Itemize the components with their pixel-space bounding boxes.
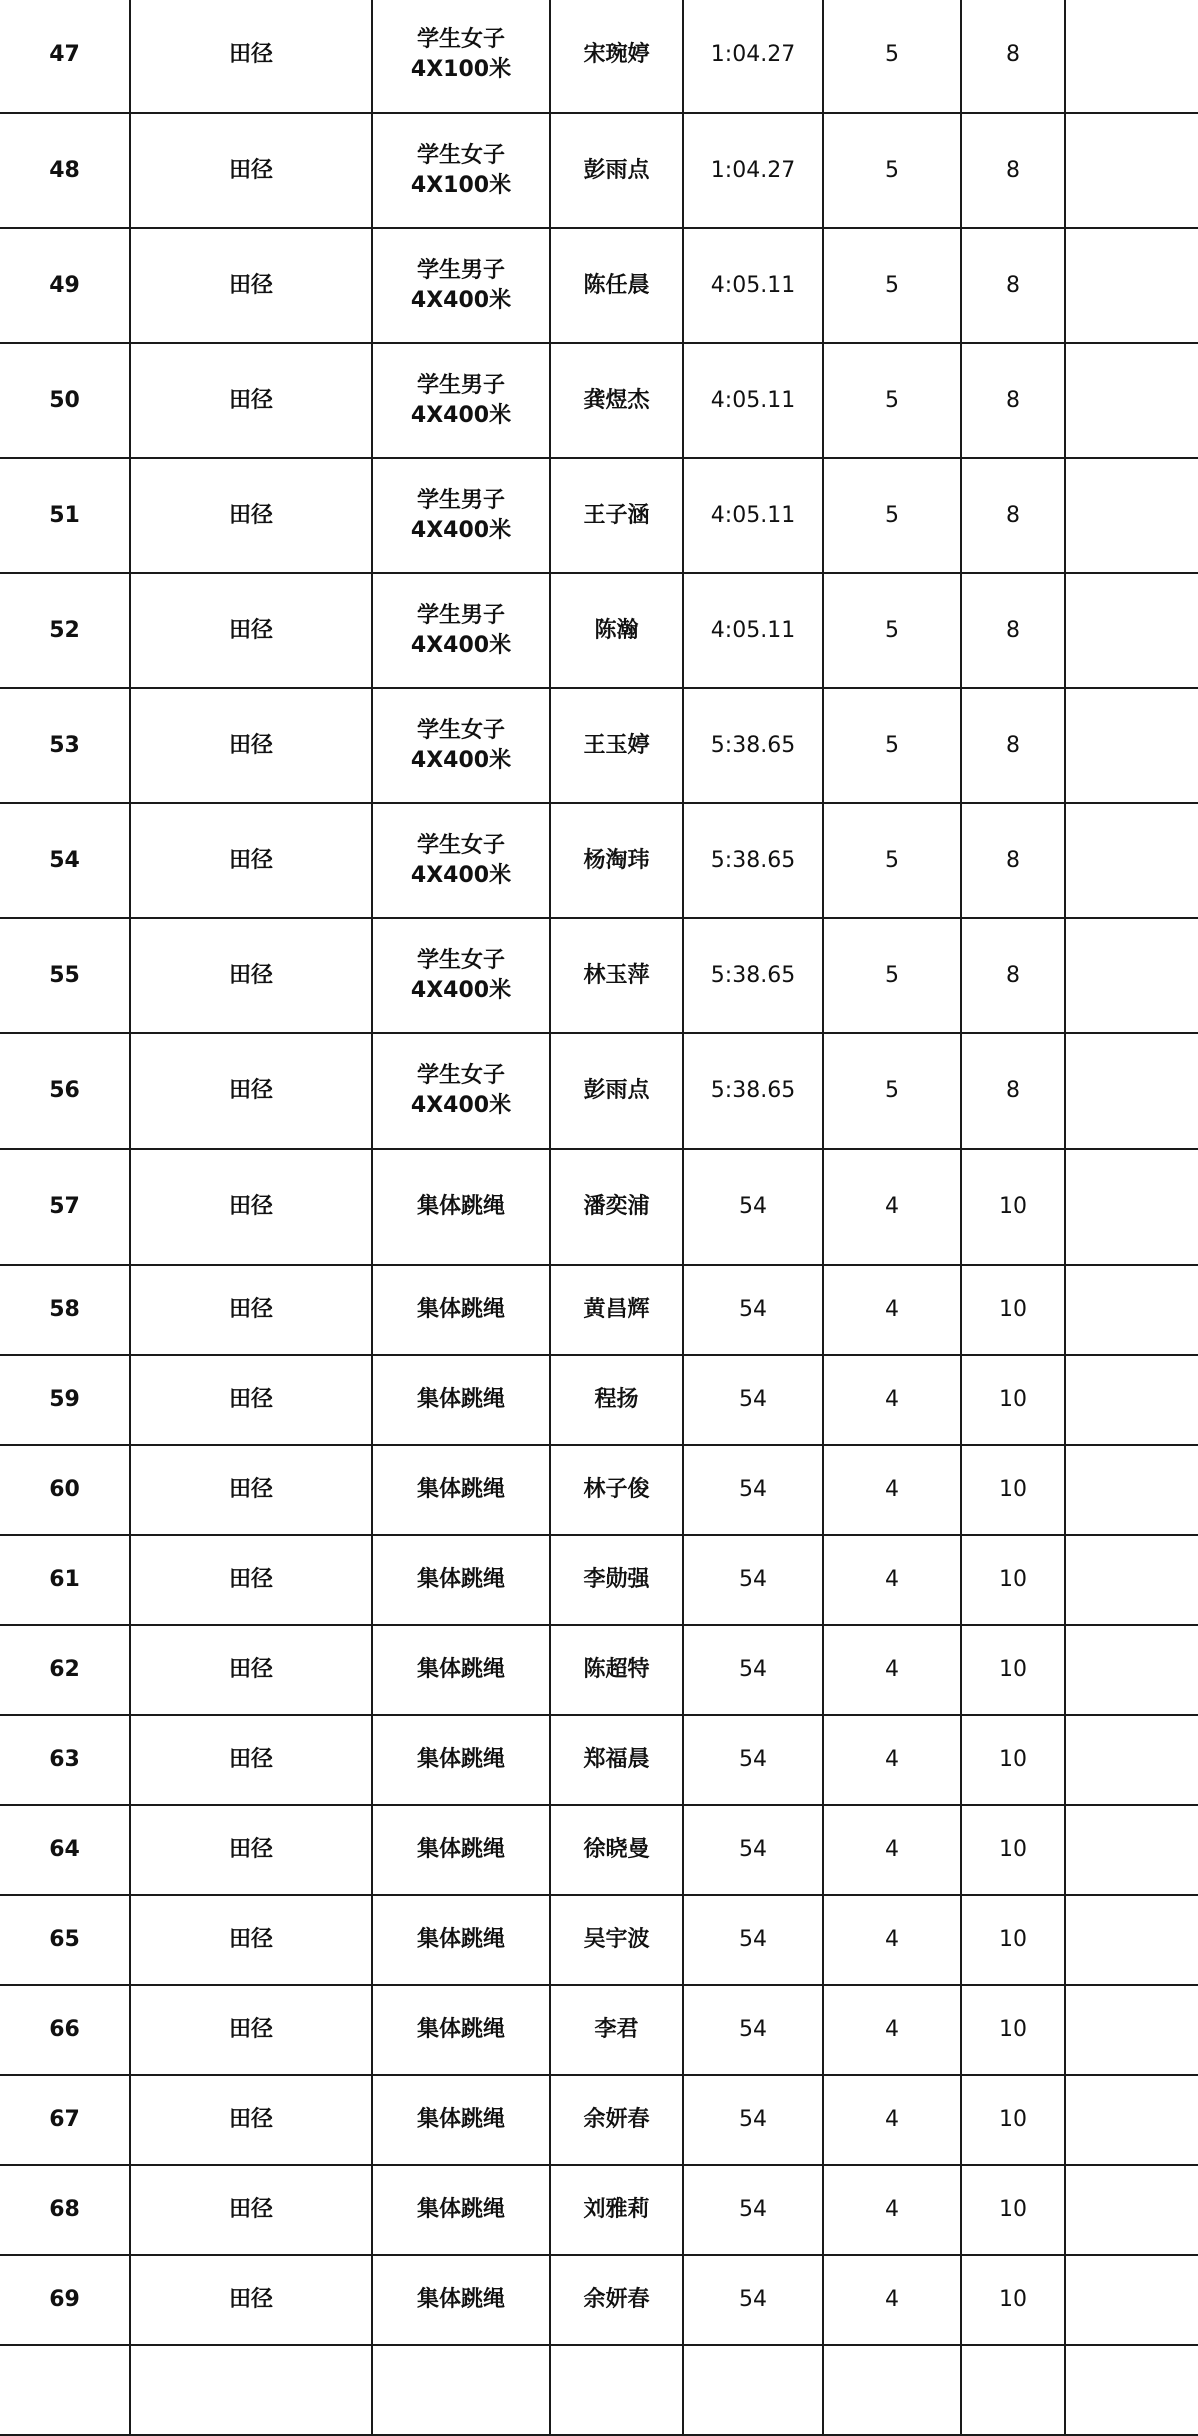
cell-athlete-name: 陈瀚 — [550, 573, 683, 688]
event-line: 学生女子 — [416, 947, 505, 973]
cell-rank: 5 — [823, 343, 961, 458]
event-line: 集体跳绳 — [416, 2197, 505, 2222]
cell-event — [372, 1149, 550, 1265]
cell-athlete-name — [550, 2345, 683, 2435]
event-line: 集体跳绳 — [416, 1477, 505, 1502]
table-row — [0, 1805, 1198, 1895]
cell-remark — [1065, 1033, 1198, 1149]
cell-result: 54 — [683, 1149, 823, 1265]
event-line: 学生女子 — [416, 832, 505, 858]
cell-rank: 4 — [823, 2255, 961, 2345]
cell-remark — [1065, 1355, 1198, 1445]
event-line: 集体跳绳 — [416, 1387, 505, 1412]
cell-sport: 田径 — [130, 2075, 372, 2165]
cell-points: 10 — [961, 1445, 1065, 1535]
cell-result: 54 — [683, 2165, 823, 2255]
cell-event — [372, 0, 550, 113]
cell-rank: 4 — [823, 1805, 961, 1895]
cell-number — [0, 2345, 130, 2435]
cell-number: 58 — [0, 1265, 130, 1355]
cell-remark — [1065, 1535, 1198, 1625]
cell-rank — [823, 2345, 961, 2435]
cell-event — [372, 803, 550, 918]
table-row — [0, 2345, 1198, 2435]
cell-rank: 4 — [823, 1715, 961, 1805]
cell-points: 10 — [961, 2075, 1065, 2165]
table-row — [0, 2165, 1198, 2255]
cell-remark — [1065, 1805, 1198, 1895]
cell-rank: 5 — [823, 228, 961, 343]
cell-rank: 4 — [823, 1445, 961, 1535]
cell-remark — [1065, 803, 1198, 918]
cell-result: 54 — [683, 1265, 823, 1355]
cell-points: 10 — [961, 1805, 1065, 1895]
event-line: 集体跳绳 — [416, 1567, 505, 1592]
cell-rank: 5 — [823, 113, 961, 228]
cell-athlete-name: 陈任晨 — [550, 228, 683, 343]
event-line: 4X400米 — [410, 1093, 512, 1118]
cell-sport: 田径 — [130, 0, 372, 113]
cell-remark — [1065, 573, 1198, 688]
table-row — [0, 573, 1198, 688]
cell-athlete-name: 黄昌辉 — [550, 1265, 683, 1355]
cell-rank: 5 — [823, 688, 961, 803]
cell-points: 10 — [961, 1355, 1065, 1445]
cell-athlete-name: 潘奕浦 — [550, 1149, 683, 1265]
table-row — [0, 343, 1198, 458]
cell-result: 5:38.65 — [683, 918, 823, 1033]
cell-athlete-name: 宋琬婷 — [550, 0, 683, 113]
cell-event — [372, 1895, 550, 1985]
cell-sport: 田径 — [130, 803, 372, 918]
cell-event — [372, 1625, 550, 1715]
cell-event — [372, 2075, 550, 2165]
cell-result — [683, 2345, 823, 2435]
event-line: 集体跳绳 — [416, 1927, 505, 1952]
cell-rank: 4 — [823, 1355, 961, 1445]
cell-number: 61 — [0, 1535, 130, 1625]
cell-number: 48 — [0, 113, 130, 228]
cell-rank: 4 — [823, 1535, 961, 1625]
cell-remark — [1065, 0, 1198, 113]
cell-event — [372, 1805, 550, 1895]
cell-athlete-name: 李勋强 — [550, 1535, 683, 1625]
cell-rank: 4 — [823, 2165, 961, 2255]
cell-sport: 田径 — [130, 2165, 372, 2255]
cell-result: 54 — [683, 2255, 823, 2345]
cell-athlete-name: 吴宇波 — [550, 1895, 683, 1985]
cell-result: 1:04.27 — [683, 0, 823, 113]
cell-points: 8 — [961, 573, 1065, 688]
cell-number: 60 — [0, 1445, 130, 1535]
cell-points: 8 — [961, 1033, 1065, 1149]
cell-result: 4:05.11 — [683, 573, 823, 688]
cell-number: 50 — [0, 343, 130, 458]
table-row — [0, 1149, 1198, 1265]
cell-event — [372, 918, 550, 1033]
cell-rank: 5 — [823, 573, 961, 688]
event-line: 集体跳绳 — [416, 1194, 505, 1219]
cell-sport: 田径 — [130, 1985, 372, 2075]
cell-sport: 田径 — [130, 113, 372, 228]
cell-number: 55 — [0, 918, 130, 1033]
cell-number: 51 — [0, 458, 130, 573]
cell-result: 54 — [683, 1715, 823, 1805]
cell-number: 56 — [0, 1033, 130, 1149]
cell-points: 10 — [961, 1625, 1065, 1715]
table-row — [0, 1265, 1198, 1355]
cell-result: 54 — [683, 1625, 823, 1715]
cell-sport: 田径 — [130, 1895, 372, 1985]
cell-number: 65 — [0, 1895, 130, 1985]
cell-sport: 田径 — [130, 343, 372, 458]
cell-rank: 4 — [823, 1625, 961, 1715]
event-line: 4X100米 — [410, 172, 512, 198]
cell-points: 10 — [961, 1895, 1065, 1985]
cell-number: 54 — [0, 803, 130, 918]
cell-number: 57 — [0, 1149, 130, 1265]
cell-result: 54 — [683, 1805, 823, 1895]
cell-result: 5:38.65 — [683, 803, 823, 918]
table-row — [0, 458, 1198, 573]
cell-athlete-name: 郑福晨 — [550, 1715, 683, 1805]
event-line: 4X400米 — [410, 977, 512, 1003]
cell-remark — [1065, 688, 1198, 803]
cell-points: 10 — [961, 1535, 1065, 1625]
cell-event — [372, 573, 550, 688]
cell-remark — [1065, 458, 1198, 573]
event-line: 学生女子 — [416, 717, 505, 743]
cell-rank: 4 — [823, 1895, 961, 1985]
cell-number: 49 — [0, 228, 130, 343]
cell-sport: 田径 — [130, 2255, 372, 2345]
event-line: 4X400米 — [410, 632, 512, 658]
cell-number: 52 — [0, 573, 130, 688]
cell-sport: 田径 — [130, 573, 372, 688]
cell-result: 54 — [683, 1355, 823, 1445]
table-row — [0, 1033, 1198, 1149]
cell-number: 63 — [0, 1715, 130, 1805]
event-line: 4X100米 — [410, 57, 512, 82]
cell-points: 8 — [961, 918, 1065, 1033]
table-row — [0, 803, 1198, 918]
table-row — [0, 1625, 1198, 1715]
cell-remark — [1065, 113, 1198, 228]
cell-sport: 田径 — [130, 1445, 372, 1535]
table-row — [0, 113, 1198, 228]
cell-result: 54 — [683, 1535, 823, 1625]
cell-athlete-name: 徐晓曼 — [550, 1805, 683, 1895]
table-row — [0, 1985, 1198, 2075]
cell-rank: 4 — [823, 1985, 961, 2075]
cell-athlete-name: 林子俊 — [550, 1445, 683, 1535]
cell-remark — [1065, 1445, 1198, 1535]
cell-sport: 田径 — [130, 458, 372, 573]
table-row — [0, 228, 1198, 343]
cell-sport: 田径 — [130, 1033, 372, 1149]
cell-event — [372, 1265, 550, 1355]
cell-athlete-name: 李君 — [550, 1985, 683, 2075]
event-line: 4X400米 — [410, 402, 512, 428]
cell-sport: 田径 — [130, 1535, 372, 1625]
cell-rank: 5 — [823, 803, 961, 918]
cell-result: 5:38.65 — [683, 688, 823, 803]
cell-points: 8 — [961, 688, 1065, 803]
cell-number: 62 — [0, 1625, 130, 1715]
cell-points: 8 — [961, 803, 1065, 918]
event-line: 集体跳绳 — [416, 2017, 505, 2042]
table-row — [0, 2075, 1198, 2165]
cell-sport: 田径 — [130, 1625, 372, 1715]
cell-event — [372, 458, 550, 573]
cell-result: 1:04.27 — [683, 113, 823, 228]
cell-sport: 田径 — [130, 1149, 372, 1265]
cell-athlete-name: 余妍春 — [550, 2075, 683, 2165]
cell-number: 68 — [0, 2165, 130, 2255]
cell-result: 5:38.65 — [683, 1033, 823, 1149]
cell-athlete-name: 彭雨点 — [550, 113, 683, 228]
cell-event — [372, 1715, 550, 1805]
cell-athlete-name: 陈超特 — [550, 1625, 683, 1715]
cell-event — [372, 1445, 550, 1535]
cell-result: 4:05.11 — [683, 458, 823, 573]
event-line: 集体跳绳 — [416, 1657, 505, 1682]
table-row — [0, 1535, 1198, 1625]
cell-remark — [1065, 1895, 1198, 1985]
event-line: 集体跳绳 — [416, 2107, 505, 2132]
cell-rank: 5 — [823, 458, 961, 573]
cell-athlete-name: 刘雅莉 — [550, 2165, 683, 2255]
event-line: 学生男子 — [416, 257, 505, 283]
event-line: 4X400米 — [410, 517, 512, 543]
cell-sport: 田径 — [130, 918, 372, 1033]
cell-event — [372, 343, 550, 458]
event-line: 学生男子 — [416, 372, 505, 398]
cell-result: 4:05.11 — [683, 343, 823, 458]
cell-points: 10 — [961, 2255, 1065, 2345]
table-row — [0, 0, 1198, 113]
cell-points: 10 — [961, 1985, 1065, 2075]
cell-remark — [1065, 1625, 1198, 1715]
event-line: 集体跳绳 — [416, 1747, 505, 1772]
cell-athlete-name: 王子涵 — [550, 458, 683, 573]
cell-points: 8 — [961, 458, 1065, 573]
table-row — [0, 1355, 1198, 1445]
cell-remark — [1065, 228, 1198, 343]
table-row — [0, 1445, 1198, 1535]
event-line: 集体跳绳 — [416, 2287, 505, 2312]
cell-athlete-name: 王玉婷 — [550, 688, 683, 803]
cell-sport: 田径 — [130, 228, 372, 343]
cell-sport: 田径 — [130, 1355, 372, 1445]
cell-remark — [1065, 343, 1198, 458]
cell-athlete-name: 林玉萍 — [550, 918, 683, 1033]
cell-sport: 田径 — [130, 1805, 372, 1895]
event-line: 学生女子 — [416, 1063, 505, 1088]
cell-athlete-name: 杨淘玮 — [550, 803, 683, 918]
cell-sport: 田径 — [130, 1715, 372, 1805]
cell-remark — [1065, 1985, 1198, 2075]
cell-result: 4:05.11 — [683, 228, 823, 343]
cell-rank: 5 — [823, 1033, 961, 1149]
cell-points: 8 — [961, 228, 1065, 343]
cell-rank: 4 — [823, 1149, 961, 1265]
cell-event — [372, 228, 550, 343]
cell-sport: 田径 — [130, 1265, 372, 1355]
cell-remark — [1065, 1265, 1198, 1355]
cell-number: 47 — [0, 0, 130, 113]
cell-event — [372, 1535, 550, 1625]
cell-rank: 4 — [823, 1265, 961, 1355]
table-row — [0, 918, 1198, 1033]
cell-points: 10 — [961, 1149, 1065, 1265]
cell-remark — [1065, 2165, 1198, 2255]
cell-event — [372, 2165, 550, 2255]
event-line: 学生女子 — [416, 27, 505, 52]
event-line: 集体跳绳 — [416, 1297, 505, 1322]
table-row — [0, 688, 1198, 803]
cell-athlete-name: 彭雨点 — [550, 1033, 683, 1149]
cell-remark — [1065, 2345, 1198, 2435]
cell-athlete-name: 龚煜杰 — [550, 343, 683, 458]
cell-event — [372, 1355, 550, 1445]
cell-event — [372, 2255, 550, 2345]
event-line: 学生男子 — [416, 487, 505, 513]
cell-number: 69 — [0, 2255, 130, 2345]
cell-athlete-name: 程扬 — [550, 1355, 683, 1445]
cell-sport — [130, 2345, 372, 2435]
cell-rank: 5 — [823, 918, 961, 1033]
cell-result: 54 — [683, 1445, 823, 1535]
cell-number: 59 — [0, 1355, 130, 1445]
event-line: 学生男子 — [416, 602, 505, 628]
cell-points: 8 — [961, 343, 1065, 458]
cell-sport: 田径 — [130, 688, 372, 803]
event-line: 4X400米 — [410, 862, 512, 888]
cell-points: 10 — [961, 1265, 1065, 1355]
cell-athlete-name: 余妍春 — [550, 2255, 683, 2345]
cell-number: 66 — [0, 1985, 130, 2075]
cell-remark — [1065, 918, 1198, 1033]
cell-number: 67 — [0, 2075, 130, 2165]
cell-remark — [1065, 2075, 1198, 2165]
cell-event — [372, 1985, 550, 2075]
cell-points: 8 — [961, 113, 1065, 228]
cell-result: 54 — [683, 1985, 823, 2075]
cell-event — [372, 688, 550, 803]
cell-points: 8 — [961, 0, 1065, 113]
cell-rank: 4 — [823, 2075, 961, 2165]
cell-event — [372, 113, 550, 228]
table-row — [0, 1715, 1198, 1805]
event-line: 4X400米 — [410, 747, 512, 773]
table-row — [0, 1895, 1198, 1985]
cell-points: 10 — [961, 2165, 1065, 2255]
cell-remark — [1065, 1149, 1198, 1265]
cell-event — [372, 1033, 550, 1149]
event-line: 4X400米 — [410, 287, 512, 313]
cell-number: 64 — [0, 1805, 130, 1895]
table-row — [0, 2255, 1198, 2345]
cell-number: 53 — [0, 688, 130, 803]
cell-event — [372, 2345, 550, 2435]
cell-points: 10 — [961, 1715, 1065, 1805]
event-line: 集体跳绳 — [416, 1837, 505, 1862]
cell-result: 54 — [683, 2075, 823, 2165]
cell-remark — [1065, 2255, 1198, 2345]
event-line: 学生女子 — [416, 142, 505, 168]
cell-remark — [1065, 1715, 1198, 1805]
cell-result: 54 — [683, 1895, 823, 1985]
cell-rank: 5 — [823, 0, 961, 113]
cell-points — [961, 2345, 1065, 2435]
